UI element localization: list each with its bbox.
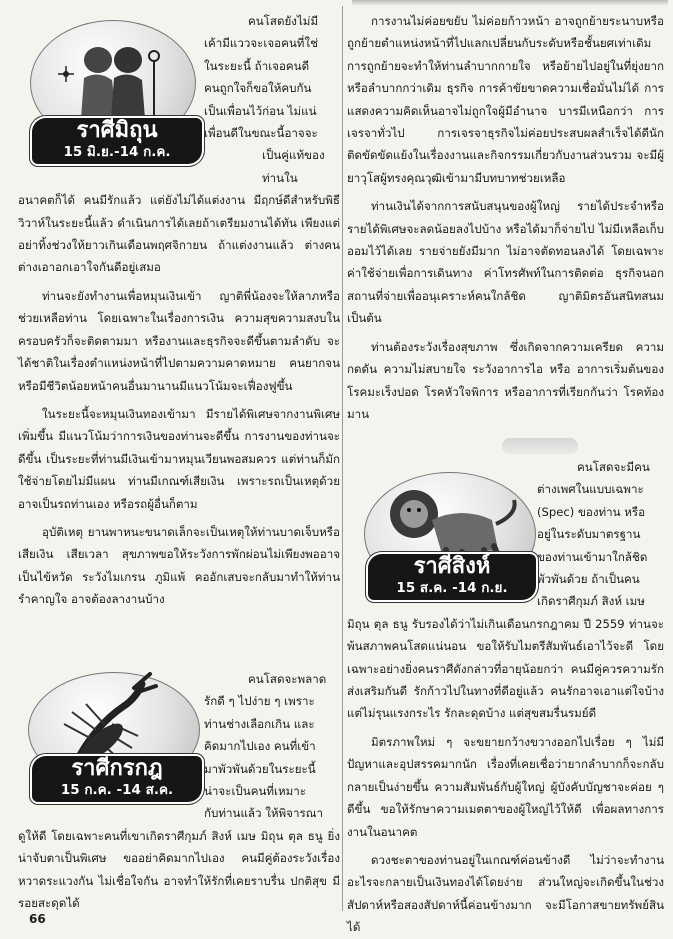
leo-wrap-lines (537, 456, 664, 613)
paragraph: อนาคตก็ได้ คนมีรักแล้ว แต่ยังไม่ได้แต่งงาน มีฤกษ์ดีสำหรับพิธีวิวาห์ในระยะนี้แล้ว ดำเนินการได้เลยถ้าเตรียมงานได้ทัน เพียงแต่อย่าทิ้งช่วงให้ยาวเกินเดือนพฤศจิกายน ถ้าแต่งงานแล้ว ต่างคนต่างเอาอกเอาใจกันดีอยู่เสมอ (18, 193, 340, 275)
gemini-wrap-lines (204, 10, 340, 189)
text-line: คนโสดจะมีคน (577, 460, 650, 474)
text-line: ของท่านเข้ามาใกล้ชิด (537, 549, 648, 564)
text-line: (Spec) ของท่าน หรือ (537, 504, 646, 519)
header-strip (352, 0, 668, 6)
text-line: คนโสดจะพลาด (248, 672, 327, 686)
text-line: เพื่อนดีในขณะนี้อาจจะ (204, 126, 318, 141)
text-line: ในระยะนี้ ถ้าเจอคนดี (204, 58, 310, 73)
cancer-emblem (14, 666, 210, 810)
text-line: คิดมากไปเอง คนที่เข้า (204, 739, 316, 754)
paragraph: การงานไม่ค่อยขยับ ไม่ค่อยก้าวหน้า อาจถูกย้ายระนาบหรือถูกย้ายตำแหน่งหน้าที่ไปแลกเปลี่ยนกับระดับหรือชั้นยศเท่าเดิม การถูกย้ายจะทำให้ท่านลำบากกายใจ หรือย้ายไปอยู่ในที่ยุ่งยาก หรือลำบากกว่าเดิม ธุรกิจ การค้าขัยขาดความเชื่อมั่นไม่ได้ การแสดงความคิดเห็นอาจไม่ถูกใจผู้มีอำนาจ บารมีเหนือกว่า การเจรจาทั่วไป การเจรจาธุรกิจไม่ค่อยประสบผลสำเร็จได้ดีนัก ติดขัดขัดแย้งในเรื่องงานและกิจกรรมเกี่ยวกับงานส่วนรวม จะมีผู้ยาวุโสผู้ทรงคุณวุฒิเข้ามามีบทบาทช่วยเหลือ (347, 14, 664, 185)
text-line: เค้ามีแววจะเจอคนที่ใช่ (204, 36, 318, 51)
zodiac-dates: 15 ส.ค. -14 ก.ย. (396, 580, 508, 596)
decorative-sign (502, 438, 578, 454)
career-finance-block (347, 10, 664, 425)
paragraph: ดวงชะตาของท่านอยู่ในเกณฑ์ค่อนข้างดี ไม่ว่าจะทำงานอะไรจะกลายเป็นเงินทองได้โดยง่าย ส่วนใหญ่จะเกิดขึ้นในช่วงสัปดาห์หรือสองสัปดาห์นี้ค่อนข้างมาก จะมีโอกาสขายทรัพย์สินได้ (347, 852, 664, 935)
paragraph: ดูให้ดี โดยเฉพาะคนที่เขาเกิดราศีกุมภ์ สิงห์ เมษ มิถุน ตุล ธนู ยิ่งน่าจับตาเป็นพิเศษ ขออย่าคิดมากไปเอง คนมีคู่ต้องระวังเรื่องหวาดระแวงกัน ไม่เชื่อใจกัน อาจทำให้รักที่เคยราบรื่น ปกติสุข มีรอยสะดุดได้ (18, 828, 340, 911)
cancer-wrap-lines (204, 668, 340, 825)
text-line: น่าจะเป็นคนที่เหมาะ (204, 784, 307, 799)
zodiac-dates: 15 มิ.ย.-14 ก.ค. (63, 144, 171, 160)
zodiac-name: ราศีสิงห์ (413, 554, 491, 579)
paragraph: มิตรภาพใหม่ ๆ จะขยายกว้างขวางออกไปเรื่อย ๆ ไม่มีปัญหาและอุปสรรคมากนัก เรื่องที่เคยเชื่อว่ายากลำบากก็จะกลับกลายเป็นง่ายขึ้น ความสัมพันธ์กับผู้ใหญ่ ผู้บังคับบัญชาจะค่อย ๆ ดีขึ้น ขอให้รักษาความเมตตาของผู้ใหญ่ไว้ให้ดี เพื่อผลทางการงานในอนาคต (347, 734, 664, 839)
text-line: อยู่ในระดับมาตรฐาน (537, 527, 641, 542)
paragraph: ท่านเงินได้จากการสนับสนุนของผู้ใหญ่ รายได้ประจำหรือรายได้พิเศษจะลดน้อยลงไปบ้าง หรือได้มาก็จ่ายไป ไม่มีเหลือเก็บออมไว้ได้เลย รายจ่ายยังมีมาก ไม่อาจตัดทอนลงได้ โดยเฉพาะค่าใช้จ่ายเพื่อการเดินทาง ค่าโทรศัพท์ในการติดต่อ ธุรกิจนอกสถานที่จ่ายเพื่ออนุเคราะห์คนใกล้ชิด ญาติมิตรอันสนิทสนม เป็นต้น (347, 199, 664, 326)
zodiac-banner (368, 554, 536, 600)
zodiac-name: ราศีกรกฎ (71, 756, 163, 781)
paragraph: มิถุน ตุล ธนู รับรองได้ว่าไม่เกินเดือนกรกฎาคม ปี 2559 ท่านจะพ้นสภาพคนโสดแน่นอน ขอให้รับไมตรีสัมพันธ์เอาไว้จะดี โดยเฉพาะอย่างยิ่งคนราศีดังกล่าวที่อายุน้อยกว่า คนมีคู่ควรความรักส่งเสริมกันดี รักก้าวไปในทางที่ดีอยู่แล้ว คนรักอาจเอาแต่ใจบ้าง แต่ไม่รุนแรงกระไร รักละดุดบ้าง แต่สุขสมรื่นรมย์ดี (347, 616, 664, 721)
paragraph: ในระยะนี้จะหมุนเงินทองเข้ามา มีรายได้พิเศษจากงานพิเศษเพิ่มขึ้น มีแนวโน้มว่าการเงินของท่านจะดีขึ้น การงานของท่านจะดีขึ้น เป็นระยะที่ท่านมีเงินเข้ามาหมุนเวียนพอสมควร แต่ท่านก็มักใช้จ่ายโดยไม่มีแผน ท่านมีเกณฑ์เสียเงิน เพราะรถเป็นเหตุด้วย อาจเป็นรถท่านเอง หรือรถผู้อื่นก็ตาม (18, 406, 340, 511)
paragraph: ท่านต้องระวังเรื่องสุขภาพ ซึ่งเกิดจากความเครียด ความกดดัน ความไม่สบายใจ ระวังอาการไอ หรือ อาการเริ่มต้นของโรคมะเร็งปอด โรคหัวใจพิการ หรืออาการที่เรียกกันว่า โรคท้องมาน (347, 339, 664, 421)
zodiac-dates: 15 ก.ค. -14 ส.ค. (60, 782, 174, 798)
text-line: พัวพันด้วย ถ้าเป็นคน (537, 572, 640, 587)
text-line: คนถูกใจก็ขอให้คบกัน (204, 81, 312, 96)
text-line: ท่านช่างเลือกเกิน และ (204, 716, 315, 731)
paragraph: อุบัติเหตุ ยานพาหนะขนาดเล็กจะเป็นเหตุให้ท่านบาดเจ็บหรือเสียเงิน เสียเวลา สุขภาพขอให้ระวังการพักผ่อนไม่เพียงพออาจเป็นไข้หวัด ระวังไมเกรน ภูมิแพ้ คออักเสบจะกลับมาทำให้ท่านรำคาญใจ อาจต้องลางานบ้าง (18, 524, 340, 607)
zodiac-name: ราศีมิถุน (76, 118, 158, 143)
page-number: 66 (29, 912, 46, 926)
text-line: มาพัวพันด้วยในระยะนี้ (204, 761, 316, 776)
text-line: เป็นคู่แท้ของท่านใน (262, 148, 325, 185)
leo-emblem (352, 470, 542, 622)
gemini-emblem (14, 20, 210, 172)
text-line: เป็นเพื่อนไว้ก่อน ไม่แน่ (204, 103, 317, 118)
column-divider (342, 6, 343, 911)
text-line: กับท่านแล้ว ให้พิจารณา (204, 806, 323, 821)
zodiac-banner (32, 756, 202, 802)
text-line: เกิดราศีกุมภ์ สิงห์ เมษ (537, 594, 645, 609)
text-line: คนโสดยังไม่มี (248, 14, 319, 28)
text-line: ต่างเพศในแบบเฉพาะ (537, 482, 644, 497)
text-line: รักดี ๆ ไปง่าย ๆ เพราะ (204, 694, 315, 709)
paragraph: ท่านจะยังทำงานเพื่อหมุนเงินเข้า ญาติพี่น้องจะให้ลาภหรือช่วยเหลือท่าน โดยเฉพาะในเรื่องการเงิน ความสุขความสงบในครอบครัวก็จะติดตามมา หรืองานและธุรกิจจะดีขึ้นตามลำดับ จะได้ชาติในเรื่องตำแหน่งหน้าที่ไปตามความคาดหมาย คนยากจนหรือมีชีวิตน้อยหน้าคนอื่นมานานมีแนวโน้มจะเฟื่องฟูขึ้น (18, 288, 340, 393)
zodiac-banner (32, 118, 202, 164)
